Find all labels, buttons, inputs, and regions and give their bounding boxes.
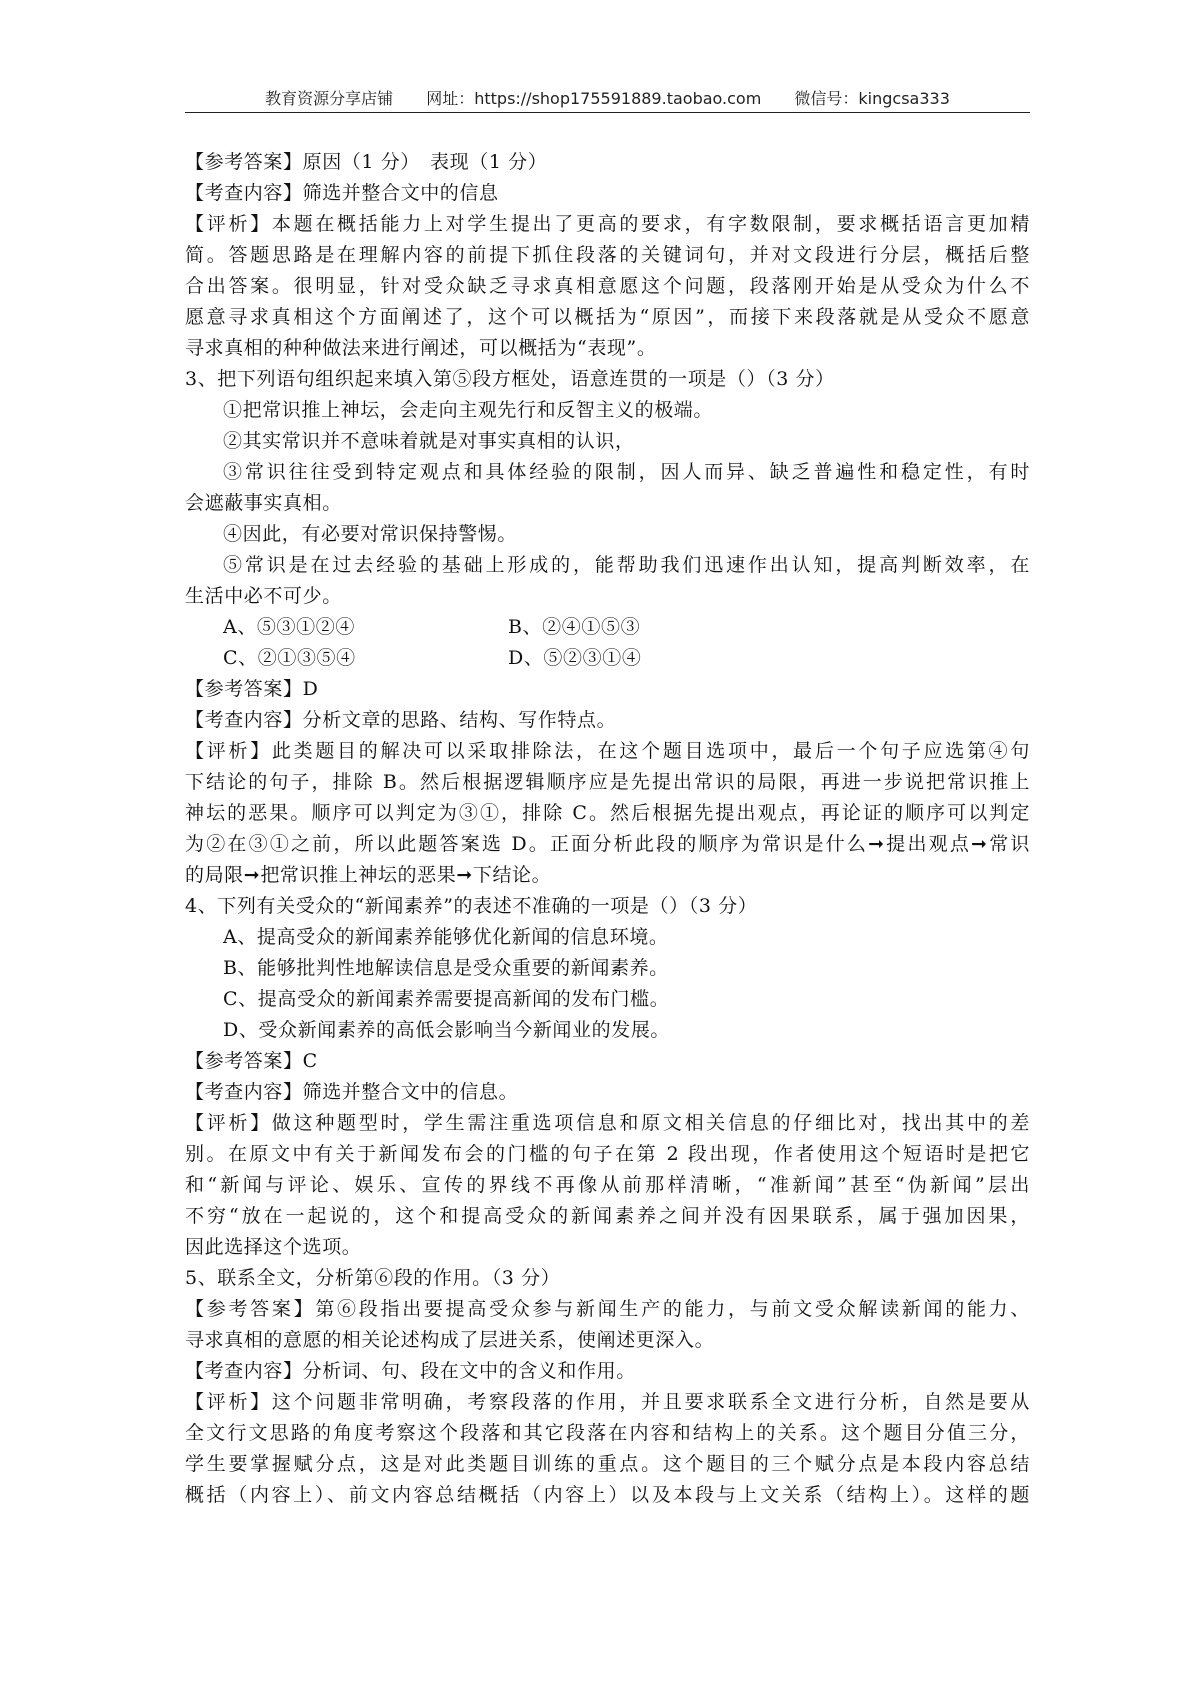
header-wechat: 微信号：kingcsa333 [794,89,950,108]
answer-option: D、⑤②③①④ [508,647,642,669]
text-line: 【评析】本题在概括能力上对学生提出了更高的要求，有字数限制，要求概括语言更加精 [185,213,1030,235]
text-line: 愿意寻求真相这个方面阐述了，这个可以概括为“原因”，而接下来段落就是从受众不愿意 [185,306,1030,328]
answer-option: B、②④①⑤③ [508,616,641,638]
text-line: 3、把下列语句组织起来填入第⑤段方框处，语意连贯的一项是（）（3 分） [185,368,835,390]
text-line: ④因此，有必要对常识保持警惕。 [223,523,518,545]
text-line: 寻求真相的意愿的相关论述构成了层进关系，使阐述更深入。 [185,1329,715,1351]
answer-option: C、②①③⑤④ [223,647,356,669]
text-line: 简。答题思路是在理解内容的前提下抓住段落的关键词句，并对文段进行分层，概括后整 [185,244,1030,266]
text-line: 和“新闻与评论、娱乐、宣传的界线不再像从前那样清晰，“准新闻”甚至“伪新闻”层出 [185,1174,1030,1196]
text-line: 【参考答案】D [185,678,319,700]
text-line: 全文行文思路的角度考察这个段落和其它段落在内容和结构上的关系。这个题目分值三分， [185,1422,1030,1444]
option-row [185,612,1030,643]
text-line: 别。在原文中有关于新闻发布会的门槛的句子在第 2 段出现，作者使用这个短语时是把它 [185,1143,1030,1165]
text-line: ①把常识推上神坛，会走向主观先行和反智主义的极端。 [223,399,714,421]
text-line: 5、联系全文，分析第⑥段的作用。（3 分） [185,1267,561,1289]
text-line: 神坛的恶果。顺序可以判定为③①，排除 C。然后根据先提出观点，再论证的顺序可以判定 [185,802,1030,824]
text-line: 【参考答案】第⑥段指出要提高受众参与新闻生产的能力，与前文受众解读新闻的能力、 [185,1298,1030,1320]
text-line: 会遮蔽事实真相。 [185,492,342,514]
text-line: 下结论的句子，排除 B。然后根据逻辑顺序应是先提出常识的局限，再进一步说把常识推上 [185,771,1030,793]
header-website: 网址：https://shop175591889.taobao.com [426,89,762,108]
text-line: C、提高受众的新闻素养需要提高新闻的发布门槛。 [223,988,670,1010]
header-shop-name: 教育资源分享店铺 [265,89,394,108]
option-row [185,643,1030,674]
text-line: 【参考答案】原因（1 分） 表现（1 分） [185,151,548,173]
text-line: 概括（内容上）、前文内容总结概括（内容上）以及本段与上文关系（结构上）。这样的题 [185,1484,1030,1506]
header-divider [185,112,1030,113]
text-line: 【评析】做这种题型时，学生需注重选项信息和原文相关信息的仔细比对，找出其中的差 [185,1112,1030,1134]
text-line: 因此选择这个选项。 [185,1236,362,1258]
text-line: 寻求真相的种种做法来进行阐述，可以概括为“表现”。 [185,337,657,359]
text-line: 学生要掌握赋分点，这是对此类题目训练的重点。这个题目的三个赋分点是本段内容总结 [185,1453,1030,1475]
text-line: 合出答案。很明显，针对受众缺乏寻求真相意愿这个问题，段落刚开始是从受众为什么不 [185,275,1030,297]
text-line: A、提高受众的新闻素养能够优化新闻的信息环境。 [223,926,669,948]
answer-option: A、⑤③①②④ [223,616,355,638]
text-line: 【考查内容】分析词、句、段在文中的含义和作用。 [185,1360,636,1382]
text-line: 【考查内容】筛选并整合文中的信息 [185,182,499,204]
text-line: ③常识往往受到特定观点和具体经验的限制，因人而异、缺乏普遍性和稳定性，有时 [223,461,1030,483]
text-line: 为②在③①之前，所以此题答案选 D。正面分析此段的顺序为常识是什么➞提出观点➞常识 [185,833,1030,855]
text-line: ⑤常识是在过去经验的基础上形成的，能帮助我们迅速作出认知，提高判断效率，在 [223,554,1030,576]
text-line: 4、下列有关受众的“新闻素养”的表述不准确的一项是（）（3 分） [185,895,758,917]
page-header [185,86,1030,112]
text-line: 【评析】此类题目的解决可以采取排除法，在这个题目选项中，最后一个句子应选第④句 [185,740,1030,762]
text-line: 不穷“放在一起说的，这个和提高受众的新闻素养之间并没有因果联系，属于强加因果， [185,1205,1030,1227]
text-line: B、能够批判性地解读信息是受众重要的新闻素养。 [223,957,669,979]
text-line: 【评析】这个问题非常明确，考察段落的作用，并且要求联系全文进行分析，自然是要从 [185,1391,1030,1413]
text-line: 【参考答案】C [185,1050,318,1072]
text-line: 【考查内容】分析文章的思路、结构、写作特点。 [185,709,617,731]
text-line: ②其实常识并不意味着就是对事实真相的认识， [223,430,635,452]
text-line: 生活中必不可少。 [185,585,342,607]
document-body [185,147,1030,1511]
text-line: 的局限➞把常识推上神坛的恶果➞下结论。 [185,864,552,886]
text-line: D、受众新闻素养的高低会影响当今新闻业的发展。 [223,1019,671,1041]
text-line: 【考查内容】筛选并整合文中的信息。 [185,1081,519,1103]
